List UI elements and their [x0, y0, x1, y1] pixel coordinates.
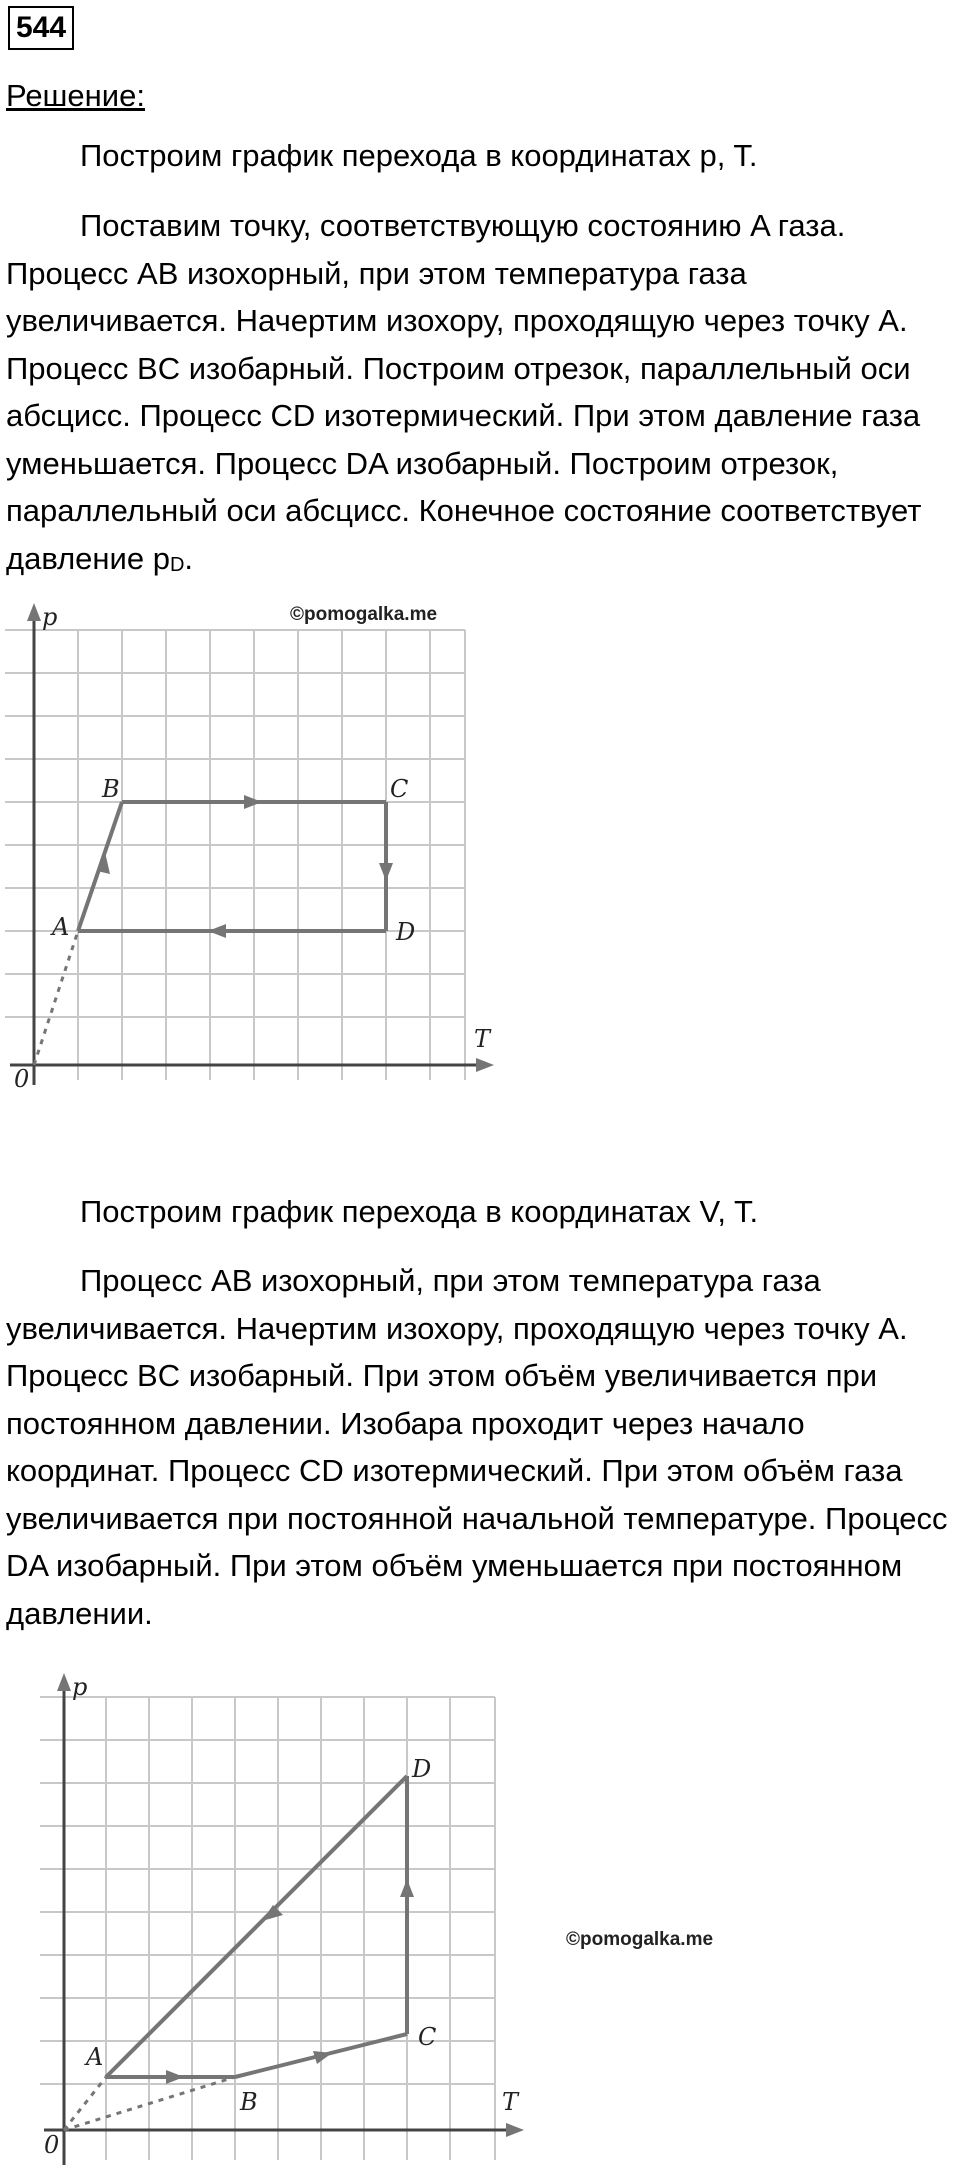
vt-process-da — [106, 1776, 407, 2077]
solution-heading: Решение: — [6, 78, 145, 113]
pt-isochore-dashed — [34, 931, 78, 1065]
pt-description-end: . — [184, 540, 194, 576]
vt-x-axis-arrow-icon — [506, 2123, 524, 2137]
pt-graph-grid — [5, 630, 465, 1080]
pt-x-axis-arrow-icon — [476, 1058, 494, 1072]
vt-bc-arrow-icon — [313, 2051, 332, 2064]
vt-watermark: ©pomogalka.me — [566, 1929, 714, 1950]
pt-y-axis-arrow-icon — [27, 603, 41, 621]
vt-x-axis-label: T — [502, 2088, 519, 2116]
pt-label-b: B — [102, 775, 120, 803]
vt-label-a: A — [86, 2043, 104, 2071]
vt-label-b: B — [240, 2088, 258, 2116]
pt-label-d: D — [396, 918, 416, 946]
paragraph-pt-intro: Построим график перехода в координатах p, T. — [80, 138, 758, 173]
pt-label-c: C — [390, 775, 409, 803]
problem-number: 544 — [8, 6, 74, 50]
vt-graph — [0, 1665, 960, 2172]
vt-y-axis-arrow-icon — [57, 1673, 71, 1691]
paragraph-vt-intro: Построим график перехода в координатах V, T. — [80, 1194, 759, 1229]
vt-label-d: D — [412, 1755, 432, 1783]
pt-watermark: ©pomogalka.me — [290, 604, 438, 625]
vt-cd-arrow-icon — [400, 1879, 414, 1897]
pt-description-subscript: D — [169, 553, 185, 576]
vt-y-axis-label: p — [72, 1673, 88, 1701]
vt-origin-label: 0 — [44, 2131, 60, 2159]
paragraph-vt-description: Процесс AB изохорный, при этом температура газа увеличивается. Начертим изохору, проходящую через точку A. Процесс BC изобарный. При этом объём увеличивается при постоянном давлении. Изобара проходит через начало координат. Процесс CD изотермический. При этом объём газа увеличивается при постоянной начальной температуре. Процесс DA изобарный. При этом объём уменьшается при постоянном давлении. — [6, 1263, 948, 1631]
pt-y-axis-label: p — [42, 603, 58, 631]
pt-label-a: A — [52, 913, 70, 941]
vt-label-c: C — [418, 2023, 437, 2051]
pt-cd-arrow-icon — [379, 863, 393, 881]
paragraph-pt-description — [6, 202, 954, 589]
pt-graph — [0, 595, 520, 1095]
pt-x-axis-label: T — [474, 1025, 491, 1053]
vt-ab-arrow-icon — [166, 2070, 184, 2084]
pt-origin-label: 0 — [14, 1065, 30, 1093]
pt-description-text: Поставим точку, соответствующую состоянию A газа. Процесс AB изохорный, при этом температура газа увеличивается. Начертим изохору, проходящую через точку A. Процесс BC изобарный. Построим отрезок, параллельный оси абсцисс. Процесс CD изотермический. При этом давление газа уменьшается. Процесс DA изобарный. Построим отрезок, параллельный оси абсцисс. Конечное состояние соответствует давление p — [6, 208, 922, 576]
